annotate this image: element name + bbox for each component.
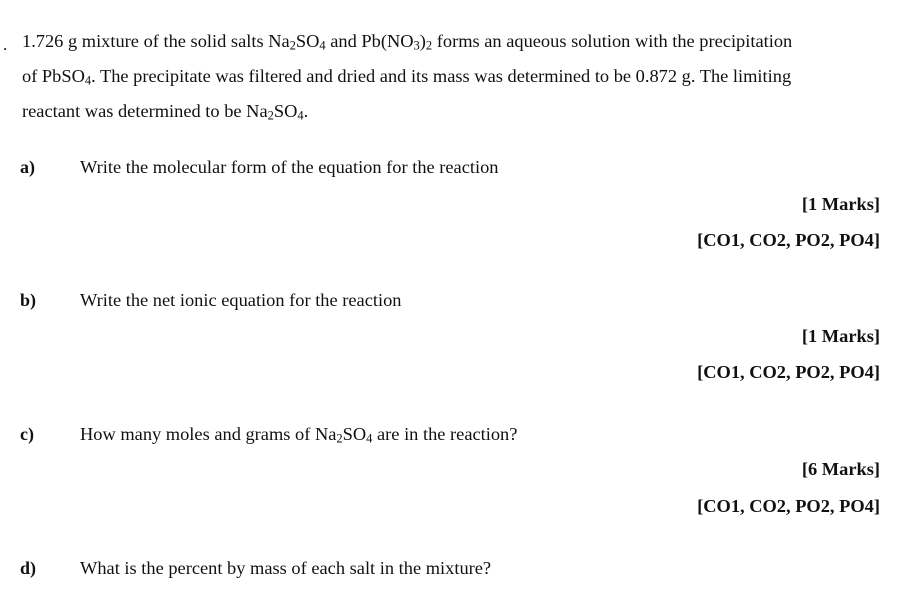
question-a-marks: [1 Marks] (801, 194, 880, 214)
subscript: 4 (319, 38, 326, 53)
problem-text: SO (273, 101, 298, 121)
subscript: 2 (289, 38, 296, 53)
problem-text: of PbSO (22, 66, 85, 86)
subscript: 4 (297, 108, 304, 123)
question-a-letter: a) (20, 157, 35, 177)
problem-text: 1.726 g mixture of the solid salts Na (22, 31, 290, 51)
problem-text: and Pb(NO (325, 31, 414, 51)
problem-text: . The precipitate was filtered and dried and its mass was determined to be 0.872 g. The limiting (91, 66, 792, 86)
subscript: 2 (425, 38, 433, 53)
problem-text: SO (295, 31, 320, 51)
question-c-marks: [6 Marks] (801, 459, 880, 479)
subscript: 4 (84, 73, 92, 88)
problem-text: ) (419, 31, 426, 51)
subscript: 3 (413, 38, 420, 53)
problem-text: . (303, 101, 309, 121)
question-c-text-part: How many moles and grams of Na (80, 424, 337, 444)
question-b-outcomes: [CO1, CO2, PO2, PO4] (697, 362, 880, 382)
question-c-text-part: SO (342, 424, 367, 444)
problem-line-3 (22, 94, 902, 129)
question-c-outcomes: [CO1, CO2, PO2, PO4] (697, 496, 880, 516)
question-b-text: Write the net ionic equation for the reaction (80, 290, 402, 310)
question-d-text: What is the percent by mass of each salt in the mixture? (80, 558, 492, 578)
problem-text: forms an aqueous solution with the precipitation (432, 31, 793, 51)
question-a-outcomes: [CO1, CO2, PO2, PO4] (697, 230, 880, 250)
subscript: 2 (336, 431, 343, 446)
problem-text: reactant was determined to be Na (22, 101, 268, 121)
question-c-letter: c) (20, 424, 34, 444)
question-a-text: Write the molecular form of the equation for the reaction (80, 157, 499, 177)
question-b-marks: [1 Marks] (801, 326, 880, 346)
problem-statement (22, 24, 902, 129)
bullet-dot: . (3, 35, 8, 54)
problem-line-1 (22, 24, 902, 59)
subscript: 4 (366, 431, 373, 446)
question-d-letter: d) (20, 558, 37, 578)
question-c-text-part: are in the reaction? (372, 424, 518, 444)
subscript: 2 (267, 108, 274, 123)
question-c-text (80, 424, 517, 445)
question-b-letter: b) (20, 290, 37, 310)
problem-line-2 (22, 59, 902, 94)
